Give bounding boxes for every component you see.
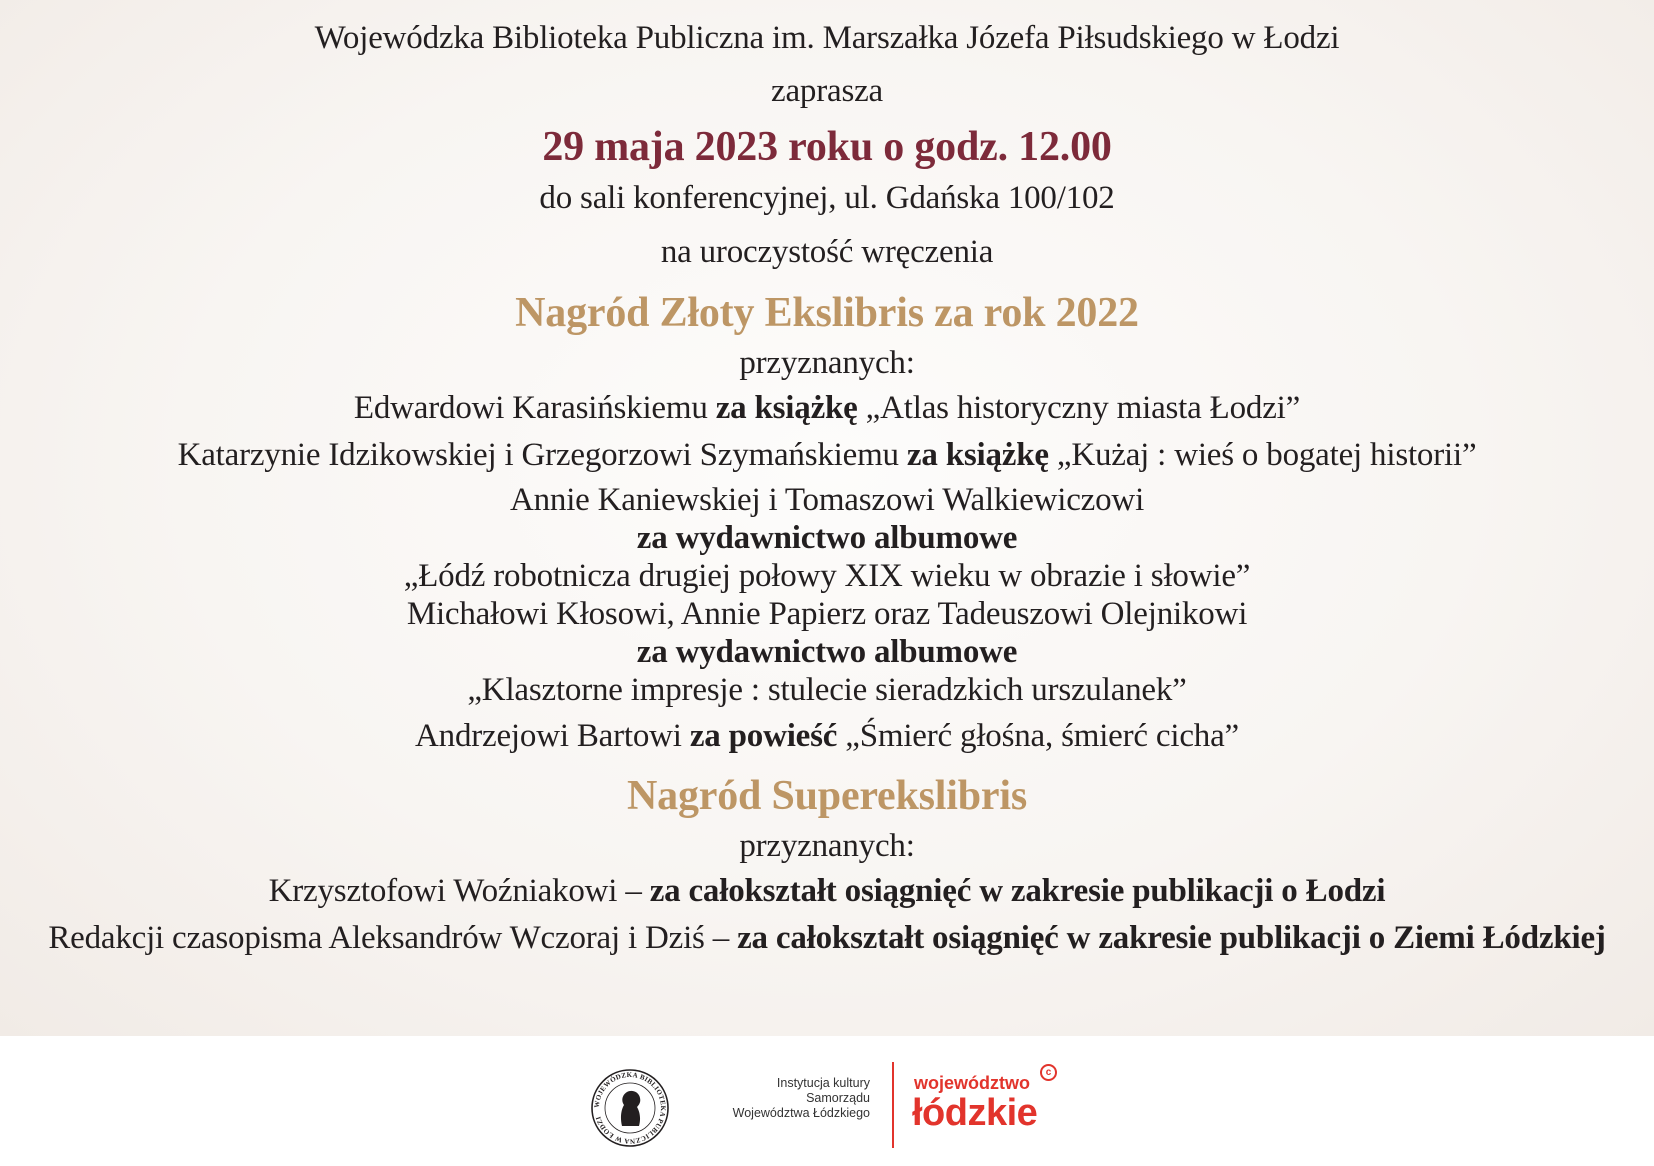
granted-label-super: przyznanych: (739, 828, 915, 864)
laureate-line (0, 594, 1654, 634)
award-category: za wydawnictwo albumowe (636, 634, 1018, 670)
institution-text (733, 1076, 870, 1121)
award-category: za powieść (689, 718, 838, 754)
laureate-name: Krzysztofowi Woźniakowi – (268, 873, 650, 909)
award-category-line (0, 518, 1654, 558)
work-title-line (0, 556, 1654, 596)
work-title: „Łódź robotnicza drugiej połowy XIX wieku w obrazie i słowie” (403, 558, 1251, 594)
library-seal-portrait-icon (590, 1068, 670, 1148)
voivodeship-logo-mark: c (1040, 1064, 1057, 1081)
granted-label-zloty: przyznanych: (739, 345, 915, 381)
laureate-name: Redakcji czasopisma Aleksandrów Wczoraj i Dziś – (48, 920, 738, 956)
work-title: „Kużaj : wieś o bogatej historii” (1048, 437, 1477, 473)
event-date-time: 29 maja 2023 roku o godz. 12.00 (542, 124, 1112, 170)
laureate-line (0, 871, 1654, 911)
seal-text: WOJEWÓDZKA BIBLIOTEKA PUBLICZNA W ŁODZI (592, 1070, 668, 1146)
institution-line: Samorządu (806, 1091, 870, 1105)
laureate-line (0, 716, 1654, 756)
award-title-zloty-ekslibris: Nagród Złoty Ekslibris za rok 2022 (515, 290, 1139, 336)
footer-logos (0, 1036, 1654, 1166)
award-category: za wydawnictwo albumowe (636, 520, 1018, 556)
laureate-name: Katarzynie Idzikowskiej i Grzegorzowi Szymańskiemu (177, 437, 907, 473)
work-title-line (0, 670, 1654, 710)
laureate-name: Edwardowi Karasińskiemu (353, 390, 716, 426)
institution-line: Instytucja kultury (776, 1076, 870, 1090)
award-category: za całokształt osiągnięć w zakresie publikacji o Ziemi Łódzkiej (737, 920, 1606, 956)
laureate-line (0, 435, 1654, 475)
award-category: za całokształt osiągnięć w zakresie publikacji o Łodzi (649, 873, 1386, 909)
invites-text: zaprasza (771, 73, 883, 109)
logo-divider (892, 1062, 894, 1148)
institution-line: Województwa Łódzkiego (732, 1106, 870, 1120)
event-occasion: na uroczystość wręczenia (660, 234, 994, 270)
laureate-name: Annie Kaniewskiej i Tomaszowi Walkiewiczowi (509, 482, 1145, 518)
voivodeship-logo-top: województwo (914, 1073, 1030, 1093)
laureate-line (0, 918, 1654, 958)
laureate-name: Michałowi Kłosowi, Annie Papierz oraz Tadeuszowi Olejnikowi (406, 596, 1248, 632)
award-title-superekslibris: Nagród Superekslibris (627, 773, 1027, 819)
event-venue: do sali konferencyjnej, ul. Gdańska 100/102 (539, 180, 1115, 216)
laureate-line (0, 388, 1654, 428)
organizer-name: Wojewódzka Biblioteka Publiczna im. Marszałka Józefa Piłsudskiego w Łodzi (314, 20, 1340, 56)
award-category: za książkę (906, 437, 1049, 473)
laureate-name: Andrzejowi Bartowi (415, 718, 690, 754)
award-category-line (0, 632, 1654, 672)
laureate-line (0, 480, 1654, 520)
award-category: za książkę (715, 390, 858, 426)
voivodeship-logo-main: łódzkie (912, 1092, 1038, 1134)
work-title: „Klasztorne impresje : stulecie sieradzkich urszulanek” (467, 672, 1187, 708)
work-title: „Atlas historyczny miasta Łodzi” (857, 390, 1301, 426)
work-title: „Śmierć głośna, śmierć cicha” (837, 718, 1239, 754)
